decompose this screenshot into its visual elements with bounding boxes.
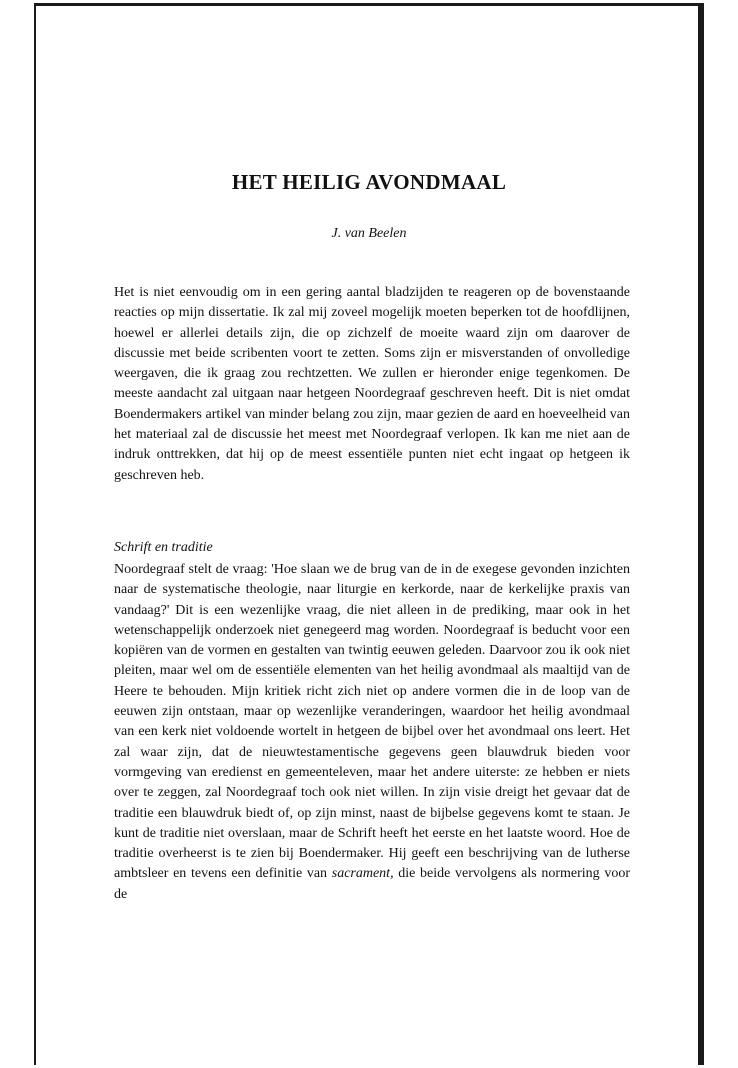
paragraph-schrift-en-traditie	[114, 560, 630, 905]
section-heading: Schrift en traditie	[114, 540, 213, 555]
page-border-left	[34, 3, 36, 1065]
paragraph-text-part-1: Noordegraaf stelt de vraag: 'Hoe slaan we de brug van de in de exegese gevonden inzichten naar de systematische theologie, naar liturgie en kerkorde, naar de kerkelijke praxis van vandaag?' Dit is een wezenlijke vraag, die niet alleen in de prediking, maar ook in het wetenschappelijk onderzoek niet genegeerd mag worden. Noordegraaf is beducht voor een kopiëren van de vormen en gestalten van twintig eeuwen geleden. Daarvoor zou ik ook niet pleiten, maar wel om de essentiële elementen van het heilig avondmaal als maaltijd van de Heere te behouden. Mijn kritiek richt zich niet op andere vormen die in de loop van de eeuwen zijn ontstaan, maar op wezenlijke veranderingen, waardoor het heilig avondmaal van een kerk niet voldoende wortelt in hetgeen de bijbel over het avondmaal ons leert. Het zal waar zijn, dat de nieuwtestamentische gegevens geen blauwdruk bieden voor vormgeving van eredienst en gemeenteleven, maar het andere uiterste: ze hebben er niets over te zeggen, zal Noordegraaf toch ook niet willen. In zijn visie dreigt het gevaar dat de traditie een blauwdruk biedt of, op zijn minst, naast de bijbelse gegevens komt te staan. Je kunt de traditie niet overslaan, maar de Schrift heeft het eerste en het laatste woord. Hoe de traditie overheerst is te zien bij Boendermaker. Hij geeft een beschrijving van de lutherse ambtsleer en tevens een definitie van	[114, 562, 630, 882]
page-border-right	[698, 3, 704, 1065]
page-border-top	[34, 3, 704, 6]
paragraph-text-part-2: die beide vervolgens als normering voor de	[114, 866, 631, 902]
emphasized-term: sacrament,	[331, 866, 394, 882]
paragraph-intro: Het is niet eenvoudig om in een gering aantal bladzijden te reageren op de bovenstaande reacties op mijn dissertatie. Ik zal mij zoveel mogelijk moeten beperken tot de hoofdlijnen, hoewel er allerlei details zijn, die op zichzelf de moeite waard zijn om daarover de discussie met beide scribenten voort te zetten. Soms zijn er misverstanden of onvolledige weergaven, die ik graag zou rechtzetten. We zullen er hieronder enige tegenkomen. De meeste aandacht zal uitgaan naar hetgeen Noordegraaf geschreven heeft. Dit is niet omdat Boendermakers artikel van minder belang zou zijn, maar gezien de aard en hoeveelheid van het materiaal zal de discussie het meest met Noordegraaf verlopen. Ik kan me niet aan de indruk onttrekken, dat hij op de meest essentiële punten niet echt ingaat op hetgeen ik geschreven heb.	[114, 285, 630, 483]
article-title: HET HEILIG AVONDMAAL	[231, 170, 507, 194]
article-author: J. van Beelen	[331, 226, 407, 241]
